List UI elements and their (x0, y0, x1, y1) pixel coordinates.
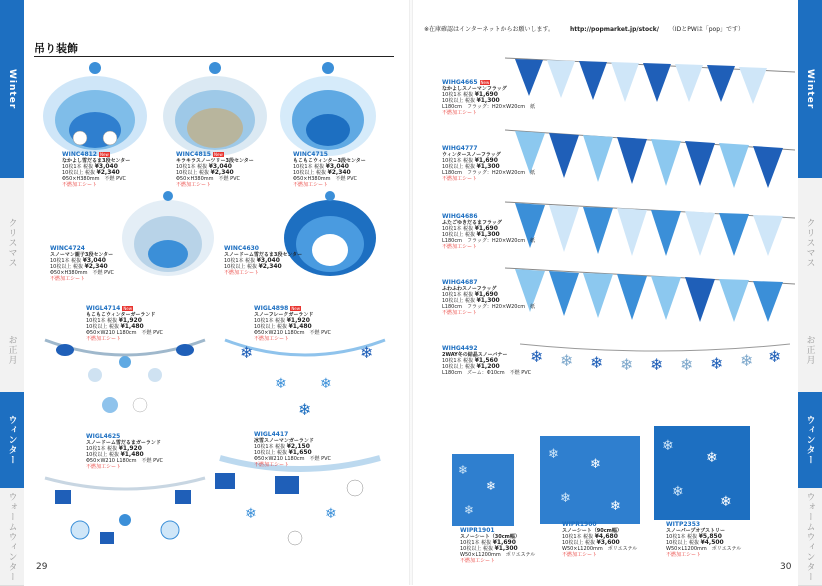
side-tab-winter-jp-right[interactable]: ウィンター (798, 392, 822, 488)
side-tab-winter-left[interactable]: Winter (0, 0, 24, 178)
price: ¥4,680 (594, 533, 618, 540)
price: ¥1,300 (476, 231, 500, 238)
svg-text:❄: ❄ (590, 457, 601, 472)
svg-text:❄: ❄ (275, 376, 287, 392)
page-number-right: 30 (780, 562, 792, 572)
product-code: WIGL4417 (254, 431, 289, 438)
product-name: 2WAY冬の結晶スノーバナー (442, 352, 508, 358)
svg-text:❄: ❄ (486, 479, 497, 493)
product-name: 冰雪スノーマンガーランド (254, 438, 314, 444)
product-name: ウィンタースノーフラッグ (442, 152, 501, 158)
product-code: WIHG4777 (442, 145, 478, 152)
centerpiece-illustration (160, 58, 270, 158)
sheet-swatch (452, 454, 514, 526)
product-name: ふわふわスノーフラッグ (442, 286, 497, 292)
svg-text:❄: ❄ (650, 355, 664, 374)
price: ¥1,920 (118, 317, 142, 324)
product-label: WIHG4687 ふわふわスノーフラッグ 10枚1本 税抜 ¥1,690 10枚以上 税抜 ¥1,300 L180cm フラッグ：H20×W20cm 紙 不燃加工シート (442, 279, 536, 316)
svg-text:❄: ❄ (672, 484, 684, 500)
sheet-swatch (540, 436, 640, 524)
side-tab-christmas-right[interactable]: クリスマス (798, 178, 822, 309)
svg-text:❄: ❄ (610, 499, 621, 514)
product-label: WIHG4686 ふたごゆきだるまフラッグ 10枚1本 税抜 ¥1,690 10枚以上 税抜 ¥1,300 L180cm フラッグ：H20×W20cm 紙 不燃加工シート (442, 213, 536, 250)
product-code: WIHG4665 (442, 79, 478, 86)
product-name: スノーマン親子3段センター (50, 252, 114, 258)
stock-url-link[interactable]: http://popmarket.jp/stock/ (569, 26, 659, 33)
product-label: WINC4715 もこもこウィンター3段センター 10枚1本 税抜 ¥3,040 10枚以上 税抜 ¥2,340 Φ50×H380mm 不燃 PVC 不燃加工シート (293, 151, 366, 188)
id-pw-note: （IDとPWは「pop」です） (668, 26, 745, 33)
product-name: ふたごゆきだるまフラッグ (442, 220, 502, 226)
price: ¥2,340 (84, 263, 108, 270)
svg-text:❄: ❄ (530, 347, 544, 366)
product-name: もこもこウィンター3段センター (293, 158, 366, 164)
garland-illustration (40, 330, 210, 420)
product-label: WINC4630 スノードーム雪だるま3段センター 10枚1本 税抜 ¥3,040 10枚以上 税抜 ¥2,340 不燃加工シート (224, 245, 303, 276)
svg-text:❄: ❄ (706, 450, 718, 466)
product-label: WIPR1900 スノーシート（90cm幅） 10枚1本 税抜 ¥4,680 10枚以上 税抜 ¥3,600 W50×L1200mm ポリエステル 不燃加工シート (562, 521, 638, 558)
flag-banner-illustration (505, 124, 795, 190)
price: ¥3,040 (325, 163, 349, 170)
centerpiece-illustration (40, 58, 150, 158)
price: ¥3,600 (596, 539, 620, 546)
sheet-swatch (654, 426, 750, 520)
book-gutter (409, 0, 413, 585)
product-label: WINC4724 スノーマン親子3段センター 10枚1本 税抜 ¥3,040 10枚以上 税抜 ¥2,340 Φ50×H380mm 不燃 PVC 不燃加工シート (50, 245, 115, 282)
price: ¥5,850 (698, 533, 722, 540)
page-number-left: 29 (36, 562, 48, 572)
svg-text:❄: ❄ (240, 343, 254, 362)
price: ¥1,300 (476, 297, 500, 304)
product-label: WIHG4665 New なかよしスノーマンフラッグ 10枚1本 税抜 ¥1,690 10枚以上 税抜 ¥1,300 L180cm フラッグ：H20×W20cm 紙 不燃加工シート (442, 79, 536, 116)
product-code: WINC4815 (176, 151, 211, 158)
product-code: WIGL4714 (86, 305, 121, 312)
product-code: WIPR1901 (460, 527, 495, 534)
section-title: 吊り装飾 (34, 42, 78, 55)
price: ¥1,690 (474, 157, 498, 164)
product-code: WINC4630 (224, 245, 259, 252)
side-tab-winter-right[interactable]: Winter (798, 0, 822, 178)
product-code: WIHG4687 (442, 279, 478, 286)
side-tab-christmas-left[interactable]: クリスマス (0, 178, 24, 309)
svg-text:❄: ❄ (464, 503, 475, 517)
side-tab-winter-jp-left[interactable]: ウィンター (0, 392, 24, 488)
product-label: WIGL4898 New スノーフレークガーランド 10枚1本 税抜 ¥1,920 10枚以上 税抜 ¥1,480 Φ50×W210 L180cm 不燃 PVC 不燃加工シート (254, 305, 332, 342)
product-code: WIGL4625 (86, 433, 121, 440)
section-rule (34, 56, 394, 57)
stock-notice-text: ※在庫確認はインターネットからお願いします。 (424, 26, 555, 33)
svg-text:❄: ❄ (680, 355, 694, 374)
product-name: スノーフレークガーランド (254, 312, 314, 318)
product-code: WINC4724 (50, 245, 85, 252)
side-tab-newyear-right[interactable]: お正月 (798, 308, 822, 393)
price: ¥1,650 (288, 449, 312, 456)
product-code: WIGL4898 (254, 305, 289, 312)
svg-text:❄: ❄ (560, 491, 571, 506)
side-tab-warm-winter-left[interactable]: ウォームウィンター (0, 488, 24, 586)
product-label: WINC4815 New キラキラスノーツリー3段センター 10枚1本 税抜 ¥3,040 10枚以上 税抜 ¥2,340 Φ50×H380mm 不燃 PVC 不燃加工シート (176, 151, 254, 188)
svg-text:❄: ❄ (325, 506, 337, 522)
flag-banner-illustration (505, 262, 795, 328)
product-name: キラキラスノーツリー3段センター (176, 158, 254, 164)
price: ¥2,150 (286, 443, 310, 450)
product-name: なかよしスノーマンフラッグ (442, 86, 507, 92)
garland-illustration (220, 330, 390, 420)
centerpiece-illustration (278, 58, 378, 158)
price: ¥3,040 (82, 257, 106, 264)
price: ¥2,340 (96, 169, 120, 176)
price: ¥1,560 (474, 357, 498, 364)
svg-text:❄: ❄ (548, 447, 559, 462)
svg-text:❄: ❄ (662, 438, 674, 454)
price: ¥3,040 (208, 163, 232, 170)
new-badge: New (123, 306, 133, 311)
flag-banner-illustration (505, 196, 795, 262)
price: ¥1,300 (476, 163, 500, 170)
product-name: スノーパープオブストリー (666, 528, 725, 534)
stock-notice (424, 24, 744, 33)
price: ¥1,480 (120, 323, 144, 330)
svg-text:❄: ❄ (768, 347, 782, 366)
product-label: WIGL4417 冰雪スノーマンガーランド 10枚1本 税抜 ¥2,150 10枚以上 税抜 ¥1,650 Φ50×W210 L180cm 不燃 PVC 不燃加工シート (254, 431, 332, 468)
svg-text:❄: ❄ (560, 351, 574, 370)
product-name: なかよし雪だるま3段センター (62, 158, 131, 164)
product-code: WITP2353 (666, 521, 701, 528)
svg-text:❄: ❄ (245, 506, 257, 522)
price: ¥1,480 (120, 451, 144, 458)
product-label: WITP2353 スノーパープオブストリー 10枚1本 税抜 ¥5,850 10枚以上 税抜 ¥4,500 W50×L1200mm ポリエステル 不燃加工シート (666, 521, 742, 558)
flag-banner-illustration (505, 52, 795, 108)
product-code: WIHG4686 (442, 213, 478, 220)
price: ¥1,920 (286, 317, 310, 324)
product-label: WIGL4625 スノードーム雪だるまガーランド 10枚1本 税抜 ¥1,920 10枚以上 税抜 ¥1,480 Φ50×W210 L180cm 不燃 PVC 不燃加工シート (86, 433, 164, 470)
product-code: WIHG4492 (442, 345, 478, 352)
price: ¥3,040 (94, 163, 118, 170)
svg-text:❄: ❄ (710, 354, 724, 373)
price: ¥1,480 (288, 323, 312, 330)
new-badge: New (480, 80, 490, 85)
price: ¥2,340 (327, 169, 351, 176)
svg-text:❄: ❄ (458, 463, 469, 477)
new-badge: New (99, 152, 109, 157)
product-name: スノーシート（30cm幅） (460, 534, 520, 540)
svg-text:❄: ❄ (360, 343, 374, 362)
side-tab-warm-winter-right[interactable]: ウォームウィンター (798, 488, 822, 586)
product-name: もこもこウィンターガーランド (86, 312, 156, 318)
svg-text:❄: ❄ (590, 353, 604, 372)
garland-illustration (40, 470, 210, 555)
price: ¥1,690 (492, 539, 516, 546)
price: ¥1,690 (474, 91, 498, 98)
svg-text:❄: ❄ (620, 355, 634, 374)
product-name: スノーシート（90cm幅） (562, 528, 622, 534)
product-label: WIHG4492 2WAY冬の結晶スノーバナー 10枚1本 税抜 ¥1,560 10枚以上 税抜 ¥1,200 L180cm ズーム：Φ10cm 不燃 PVC (442, 345, 532, 376)
product-label: WIPR1901 スノーシート（30cm幅） 10枚1本 税抜 ¥1,690 10枚以上 税抜 ¥1,300 W50×L1200mm ポリエステル 不燃加工シート (460, 527, 536, 564)
price: ¥4,500 (700, 539, 724, 546)
flake-banner-illustration (520, 336, 790, 376)
price: ¥2,340 (210, 169, 234, 176)
product-label: WIGL4714 New もこもこウィンターガーランド 10枚1本 税抜 ¥1,920 10枚以上 税抜 ¥1,480 Φ50×W210 L180cm 不燃 PVC 不燃加工シート (86, 305, 164, 342)
product-code: WIPR1900 (562, 521, 597, 528)
price: ¥1,690 (474, 225, 498, 232)
new-badge: New (213, 152, 223, 157)
product-code: WINC4812 (62, 151, 97, 158)
product-label: WINC4812 New なかよし雪だるま3段センター 10枚1本 税抜 ¥3,040 10枚以上 税抜 ¥2,340 Φ50×H380mm 不燃 PVC 不燃加工シート (62, 151, 131, 188)
svg-text:❄: ❄ (320, 376, 332, 392)
centerpiece-illustration (118, 188, 218, 278)
price: ¥1,300 (476, 97, 500, 104)
svg-text:❄: ❄ (298, 400, 312, 419)
product-name: スノードーム雪だるまガーランド (86, 440, 161, 446)
side-tab-newyear-left[interactable]: お正月 (0, 308, 24, 393)
new-badge: New (291, 306, 301, 311)
product-code: WINC4715 (293, 151, 328, 158)
price: ¥1,200 (476, 363, 500, 370)
price: ¥1,690 (474, 291, 498, 298)
svg-text:❄: ❄ (740, 351, 754, 370)
svg-text:❄: ❄ (720, 494, 732, 510)
price: ¥1,920 (118, 445, 142, 452)
price: ¥3,040 (256, 257, 280, 264)
price: ¥1,300 (494, 545, 518, 552)
price: ¥2,340 (258, 263, 282, 270)
product-label: WIHG4777 ウィンタースノーフラッグ 10枚1本 税抜 ¥1,690 10枚以上 税抜 ¥1,300 L180cm フラッグ：H20×W20cm 紙 不燃加工シート (442, 145, 536, 182)
product-name: スノードーム雪だるま3段センター (224, 252, 303, 258)
